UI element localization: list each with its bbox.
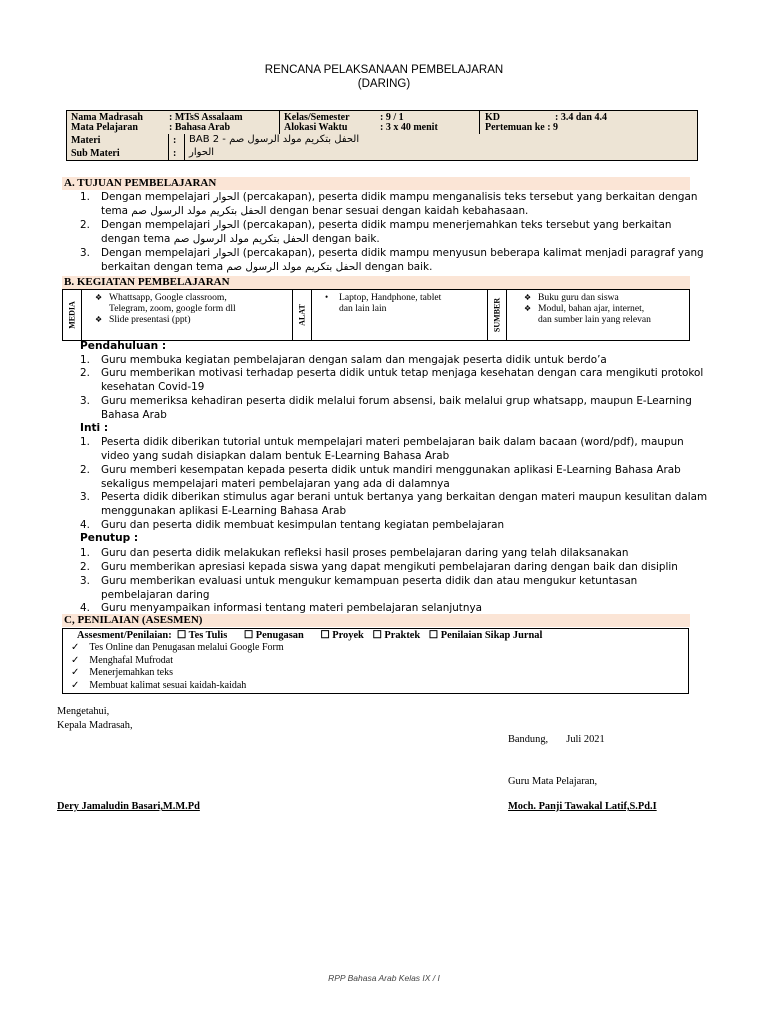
alat-label: ALAT xyxy=(297,304,307,326)
checked-item xyxy=(71,680,246,692)
item-number: 2. xyxy=(80,464,90,476)
guru-label: Guru Mata Pelajaran, xyxy=(508,776,598,787)
item-text-line: kesehatan Covid-19 xyxy=(101,381,205,393)
option-tes-tulis: Tes Tulis xyxy=(188,630,228,641)
inti-title: Inti : xyxy=(80,422,109,434)
label-pertemuan: Pertemuan ke : 9 xyxy=(485,122,559,133)
bullet-icon: ❖ xyxy=(524,304,532,313)
item-text-line: Peserta didik diberikan tutorial untuk mempelajari materi pembelajaran baik dalam bacaan (word/pdf), maupun xyxy=(101,436,684,448)
pendahuluan-title: Pendahuluan : xyxy=(80,340,167,352)
title-line-2: (DARING) xyxy=(357,78,411,90)
sumber-item: dan sumber lain yang relevan xyxy=(538,314,651,325)
media-label-cell xyxy=(63,290,82,340)
media-list xyxy=(95,292,285,340)
bullet-icon: • xyxy=(325,292,329,302)
checkbox-icon: ☐ xyxy=(174,630,187,641)
bullet-icon: ❖ xyxy=(95,315,103,324)
item-number: 1. xyxy=(80,436,90,448)
checkbox-icon: ☐ xyxy=(428,630,439,641)
checkmark-icon: ✓ xyxy=(71,655,80,666)
label-mata-pelajaran: Mata Pelajaran xyxy=(71,122,138,133)
item-text-line: Guru memberikan motivasi terhadap peserta didik untuk tetap menjaga kesehatan dengan cara mengikuti protokol xyxy=(101,367,704,379)
option-penilaian-sikap: Penilaian Sikap Jurnal xyxy=(440,630,543,641)
item-text-line: sekaligus mempelajari materi pembelajaran yang ada di dalamnya xyxy=(101,478,450,490)
media-label: MEDIA xyxy=(67,301,77,329)
sumber-label: SUMBER xyxy=(492,297,502,333)
checked-item-text: Membuat kalimat sesuai kaidah-kaidah xyxy=(89,680,247,691)
item-text-line: tema الحفل بتكريم مولد الرسول صم dengan benar sesuai dengan kaidah kebahasaan. xyxy=(101,205,529,217)
item-number: 3. xyxy=(80,575,90,587)
section-a-heading: A. TUJUAN PEMBELAJARAN xyxy=(62,177,690,190)
mengetahui-label: Mengetahui, xyxy=(57,706,110,717)
item-text-line: Dengan mempelajari الحوار (percakapan), peserta didik mampu menganalisis teks tersebut yang berkaitan dengan xyxy=(101,191,698,203)
item-text-line: berkaitan dengan tema الحفل بتكريم مولد الرسول صم dengan baik. xyxy=(101,261,433,273)
alat-item: Laptop, Handphone, tablet xyxy=(339,292,442,303)
item-number: 3. xyxy=(80,395,90,407)
item-number: 2. xyxy=(80,561,90,573)
alat-item: dan lain lain xyxy=(339,303,387,314)
item-text-line: Dengan mempelajari الحوار (percakapan), peserta didik mampu menerjemahkan teks tersebut yang berkaitan xyxy=(101,219,672,231)
label-kd: KD xyxy=(485,112,500,123)
value-kelas: : 9 / 1 xyxy=(380,112,404,123)
page-footer: RPP Bahasa Arab Kelas IX / I xyxy=(328,973,440,983)
penutup-title: Penutup : xyxy=(80,532,139,544)
alat-label-cell xyxy=(292,290,312,340)
label-materi: Materi xyxy=(71,135,101,146)
alat-list xyxy=(325,292,485,332)
item-number: 1. xyxy=(80,354,90,366)
checkbox-icon: ☐ xyxy=(320,630,330,641)
kepala-madrasah-label: Kepala Madrasah, xyxy=(57,720,133,731)
item-text-line: Guru memberikan evaluasi untuk mengukur kemampuan peserta didik dan atau mengukur ketuntasan xyxy=(101,575,638,587)
sub-materi-colon: : xyxy=(173,148,177,159)
label-sub-materi: Sub Materi xyxy=(71,148,120,159)
teacher-name: Moch. Panji Tawakal Latif,S.Pd.I xyxy=(508,801,657,812)
checked-item xyxy=(71,667,173,679)
item-text-line: Guru menyampaikan informasi tentang materi pembelajaran selanjutnya xyxy=(101,602,482,614)
media-tools-table xyxy=(62,289,690,341)
checkmark-icon: ✓ xyxy=(71,667,80,678)
item-text-line: pembelajaran daring xyxy=(101,589,210,601)
signature-left-block xyxy=(57,705,133,733)
value-sub-materi: الحوار xyxy=(189,147,215,158)
section-c-heading: C, PENILAIAN (ASESMEN) xyxy=(62,614,690,627)
value-alokasi: : 3 x 40 menit xyxy=(380,122,438,133)
bullet-icon: ❖ xyxy=(524,293,532,302)
item-number: 2. xyxy=(80,219,90,231)
item-number: 3. xyxy=(80,247,90,259)
signature-right-block xyxy=(508,705,605,803)
checkmark-icon: ✓ xyxy=(71,680,80,691)
checked-item xyxy=(71,655,173,667)
sumber-label-cell xyxy=(487,290,507,340)
checkbox-icon: ☐ xyxy=(372,630,382,641)
principal-name: Dery Jamaludin Basari,M.M.Pd xyxy=(57,801,200,812)
media-item: Telegram, zoom, google form dll xyxy=(109,303,236,314)
label-nama-madrasah: Nama Madrasah xyxy=(71,112,143,123)
sumber-item: Modul, bahan ajar, internet, xyxy=(538,303,645,314)
option-penugasan: Penugasan xyxy=(255,630,304,641)
sumber-list xyxy=(524,292,684,338)
option-praktek: Praktek xyxy=(384,630,421,641)
item-text-line: Bahasa Arab xyxy=(101,409,167,421)
assessment-label: Assesment/Penilaian: xyxy=(77,630,172,641)
item-number: 3. xyxy=(80,491,90,503)
header-info-table xyxy=(66,110,698,161)
item-number: 4. xyxy=(80,602,90,614)
item-text-line: menggunakan aplikasi E-Learning Bahasa Arab xyxy=(101,505,347,517)
value-materi: BAB 2 - الحفل بتكريم مولد الرسول صم xyxy=(189,134,360,145)
media-item: Slide presentasi (ppt) xyxy=(109,314,191,325)
item-text-line: Guru memberikan apresiasi kepada siswa yang dapat mengikuti pembelajaran daring dengan baik dan disiplin xyxy=(101,561,678,573)
section-b-heading: B. KEGIATAN PEMBELAJARAN xyxy=(62,276,690,289)
checked-item-text: Menghafal Mufrodat xyxy=(89,655,173,666)
value-nama-madrasah: : MTsS Assalaam xyxy=(169,112,243,123)
checked-item-text: Menerjemahkan teks xyxy=(89,667,173,678)
item-text-line: Peserta didik diberikan stimulus agar berani untuk bertanya yang berkaitan dengan materi maupun kesulitan dalam xyxy=(101,491,708,503)
item-text-line: Guru memberi kesempatan kepada peserta didik untuk mandiri menggunakan aplikasi E-Learning Bahasa Arab xyxy=(101,464,681,476)
item-number: 1. xyxy=(80,547,90,559)
checkbox-icon: ☐ xyxy=(243,630,254,641)
document-title xyxy=(0,63,768,91)
item-number: 2. xyxy=(80,367,90,379)
materi-colon: : xyxy=(173,135,177,146)
item-text-line: Guru memeriksa kehadiran peserta didik melalui forum absensi, baik melalui grup whatsapp, maupun E-Learning xyxy=(101,395,692,407)
item-text-line: Guru membuka kegiatan pembelajaran dengan salam dan mengajak peserta didik untuk berdo’a xyxy=(101,354,607,366)
item-number: 1. xyxy=(80,191,90,203)
value-mata-pelajaran: : Bahasa Arab xyxy=(169,122,231,133)
checked-item xyxy=(71,642,284,654)
item-text-line: Dengan mempelajari الحوار (percakapan), peserta didik mampu menyusun beberapa kalimat menjadi paragraf yang xyxy=(101,247,704,259)
label-alokasi: Alokasi Waktu xyxy=(284,122,348,133)
place-date-label: Bandung, Juli 2021 xyxy=(508,734,605,745)
bullet-icon: ❖ xyxy=(95,293,103,302)
item-text-line: Guru dan peserta didik membuat kesimpulan tentang kegiatan pembelajaran xyxy=(101,519,505,531)
checked-item-text: Tes Online dan Penugasan melalui Google Form xyxy=(89,642,284,653)
assessment-box xyxy=(62,628,689,694)
option-proyek: Proyek xyxy=(332,630,364,641)
assessment-options-row xyxy=(77,629,542,642)
item-number: 4. xyxy=(80,519,90,531)
item-text-line: dengan tema الحفل بتكريم مولد الرسول صم dengan baik. xyxy=(101,233,380,245)
title-line-1: RENCANA PELAKSANAAN PEMBELAJARAN xyxy=(264,64,504,76)
sumber-item: Buku guru dan siswa xyxy=(538,292,619,303)
media-item: Whattsapp, Google classroom, xyxy=(109,292,227,303)
item-text-line: video yang sudah disiapkan dalam bentuk E-Learning Bahasa Arab xyxy=(101,450,450,462)
item-text-line: Guru dan peserta didik melakukan refleksi hasil proses pembelajaran daring yang telah dilaksanakan xyxy=(101,547,629,559)
label-kelas: Kelas/Semester xyxy=(284,112,350,123)
checkmark-icon: ✓ xyxy=(71,642,80,653)
value-kd: : 3.4 dan 4.4 xyxy=(555,112,607,123)
